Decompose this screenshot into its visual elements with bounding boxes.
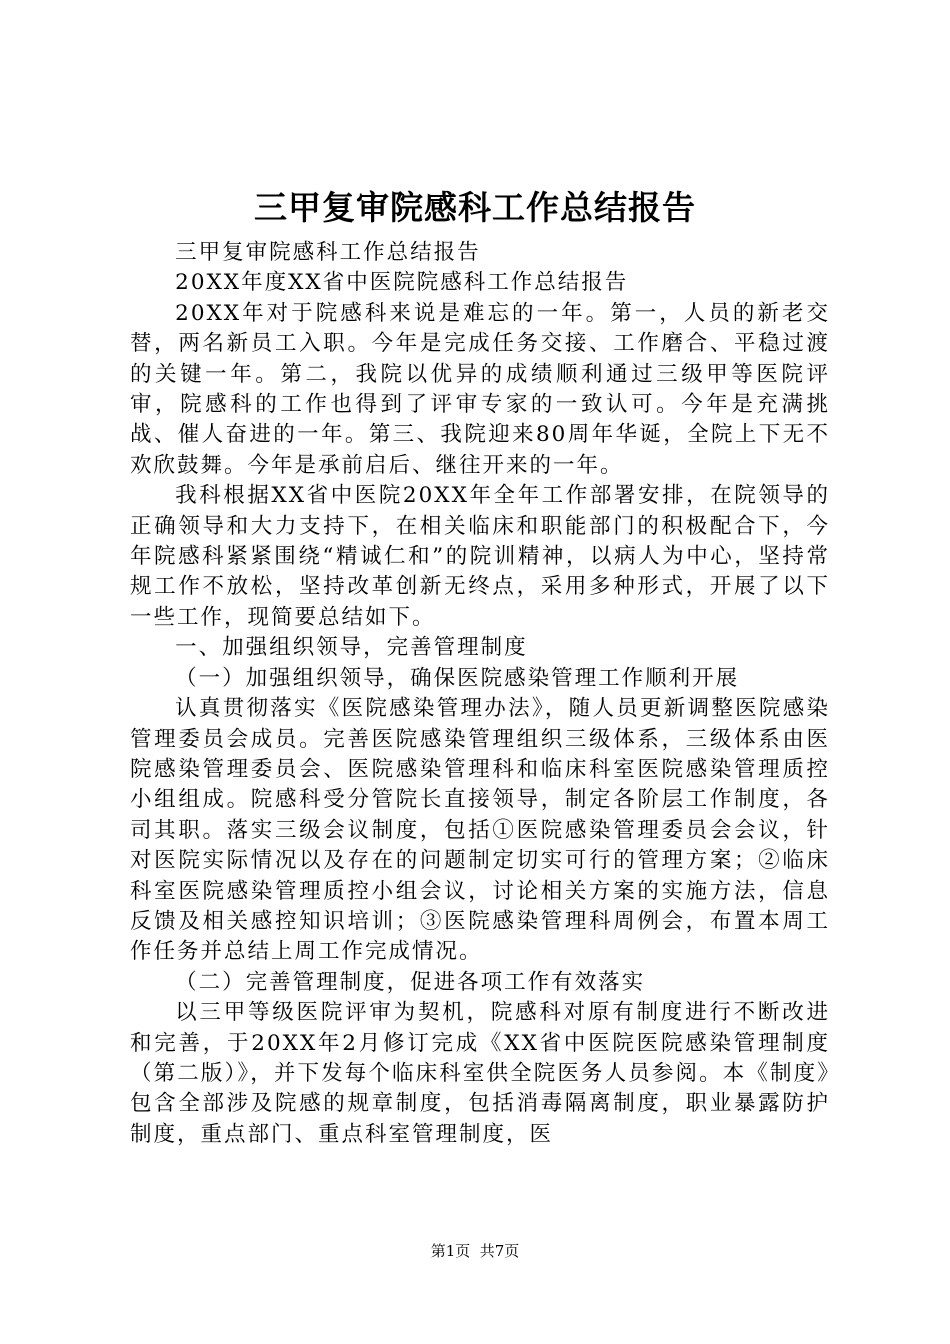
paragraph-intro: 20XX年对于院感科来说是难忘的一年。第一，人员的新老交替，两名新员工入职。今年是完成任务交接、工作磨合、平稳过渡的关键一年。第二，我院以优异的成绩顺利通过三级甲等医院评审，院感科的工作也得到了评审专家的一致认可。今年是充满挑战、催人奋进的一年。第三、我院迎来80周年华诞，全院上下无不欢欣鼓舞。今年是承前启后、继往开来的一年。	[130, 300, 830, 478]
paragraph-subtitle: 三甲复审院感科工作总结报告	[175, 240, 481, 265]
paragraph-overview: 我科根据XX省中医院20XX年全年工作部署安排，在院领导的正确领导和大力支持下，在相关临床和职能部门的积极配合下，今年院感科紧紧围绕“精诚仁和”的院训精神，以病人为中心，坚持常规工作不放松，坚持改革创新无终点，采用多种形式，开展了以下一些工作，现简要总结如下。	[130, 483, 830, 630]
document-title: 三甲复审院感科工作总结报告	[254, 188, 696, 227]
page-number-footer: 第1页 共7页	[430, 1242, 520, 1260]
paragraph-organization: 认真贯彻落实《医院感染管理办法》，随人员更新调整医院感染管理委员会成员。完善医院感染管理组织三级体系，三级体系由医院感染管理委员会、医院感染管理科和临床科室医院感染管理质控小组组成。院感科受分管院长直接领导，制定各阶层工作制度，各司其职。落实三级会议制度，包括①医院感染管理委员会会议，针对医院实际情况以及存在的问题制定切实可行的管理方案；②临床科室医院感染管理质控小组会议，讨论相关方案的实施方法，信息反馈及相关感控知识培训；③医院感染管理科周例会，布置本周工作任务并总结上周工作完成情况。	[130, 696, 830, 965]
paragraph-regulations: 以三甲等级医院评审为契机，院感科对原有制度进行不断改进和完善，于20XX年2月修订完成《XX省中医院医院感染管理制度（第二版）》，并下发每个临床科室供全院医务人员参阅。本《制度》包含全部涉及院感的规章制度，包括消毒隔离制度，职业暴露防护制度，重点部门、重点科室管理制度，医	[130, 1000, 830, 1147]
paragraph-report-title: 20XX年度XX省中医院院感科工作总结报告	[175, 270, 629, 296]
section-heading-1: 一、加强组织领导，完善管理制度	[175, 635, 528, 661]
subsection-heading-2: （二）完善管理制度，促进各项工作有效落实	[175, 969, 646, 995]
subsection-heading-1: （一）加强组织领导，确保医院感染管理工作顺利开展	[175, 665, 740, 691]
document-body	[130, 238, 830, 1150]
